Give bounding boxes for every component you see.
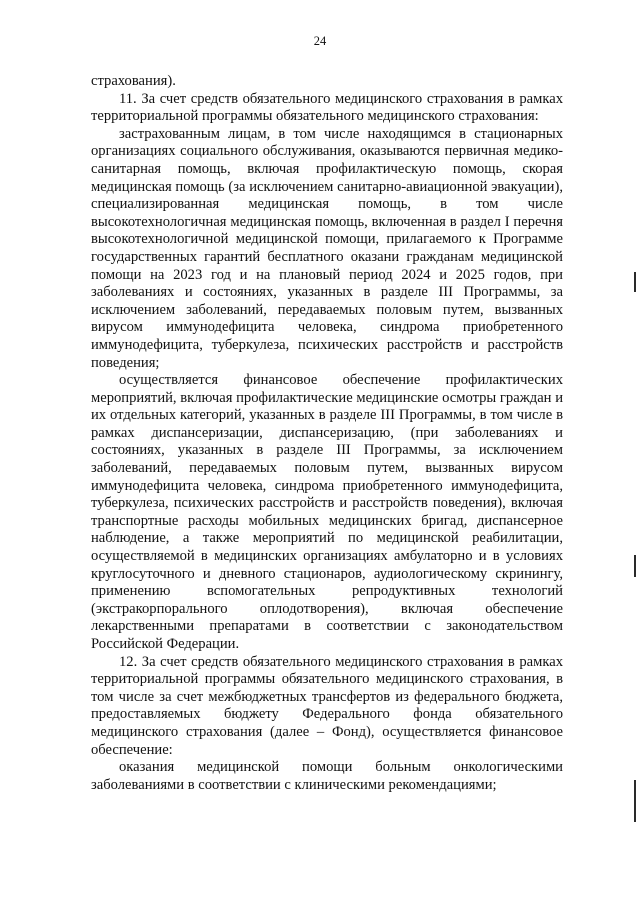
paragraph-item-12: 12. За счет средств обязательного медицинского страхования в рамках территориальной программы обязательного медицинского страхования, в том числе за счет межбюджетных трансфертов из федерального бюджета, предоставляемых бюджету Федерального фонда обязательного медицинского страхования (далее – Фонд), осуществляется финансовое обеспечение: [91, 653, 563, 758]
paragraph-insured-persons: застрахованным лицам, в том числе находящимся в стационарных организациях социального обслуживания, оказываются первичная медико-санитарная помощь, включая профилактическую помощь, скорая медицинская помощь (за исключением санитарно-авиационной эвакуации), специализированная медицинская помощь, в том числе высокотехнологичная медицинская помощь, включенная в раздел I перечня высокотехнологичной медицинской помощи, прилагаемого к Программе государственных гарантий бесплатного оказани гражданам медицинской помощи на 2023 год и на плановый период 2024 и 2025 годов, при заболеваниях и состояниях, указанных в разделе III Программы, за исключением заболеваний, передаваемых половым путем, вызванных вирусом иммунодефицита человека, синдрома приобретенного иммунодефицита, туберкулеза, психических расстройств и расстройств поведения; [91, 125, 563, 371]
scan-edge-mark [634, 780, 636, 822]
paragraph-item-11: 11. За счет средств обязательного медицинского страхования в рамках территориальной программы обязательного медицинского страхования: [91, 90, 563, 125]
scan-edge-mark [634, 555, 636, 577]
document-body [91, 73, 563, 794]
paragraph-preventive-measures: осуществляется финансовое обеспечение профилактических мероприятий, включая профилактические медицинские осмотры граждан и их отдельных категорий, указанных в разделе III Программы, в том числе в рамках диспансеризации, диспансеризацию, (при заболеваниях и состояниях, указанных в разделе III Программы, за исключением заболеваний, передаваемых половым путем, вызванных вирусом иммунодефицита человека, синдрома приобретенного иммунодефицита, туберкулеза, психических расстройств и расстройств поведения), включая транспортные расходы мобильных медицинских бригад, диспансерное наблюдение, а также мероприятий по медицинской реабилитации, осуществляемой в медицинских организациях амбулаторно и в условиях круглосуточного и дневного стационаров, аудиологическому скринингу, применению вспомогательных репродуктивных технологий (экстракорпорального оплодотворения), включая обеспечение лекарственными препаратами в соответствии с законодательством Российской Федерации. [91, 372, 563, 652]
scan-edge-mark [634, 272, 636, 292]
page-number: 24 [313, 34, 327, 48]
paragraph-oncology-care: оказания медицинской помощи больным онкологическими заболеваниями в соответствии с клиническими рекомендациями; [91, 759, 563, 793]
paragraph-continuation: страхования). [91, 73, 176, 89]
